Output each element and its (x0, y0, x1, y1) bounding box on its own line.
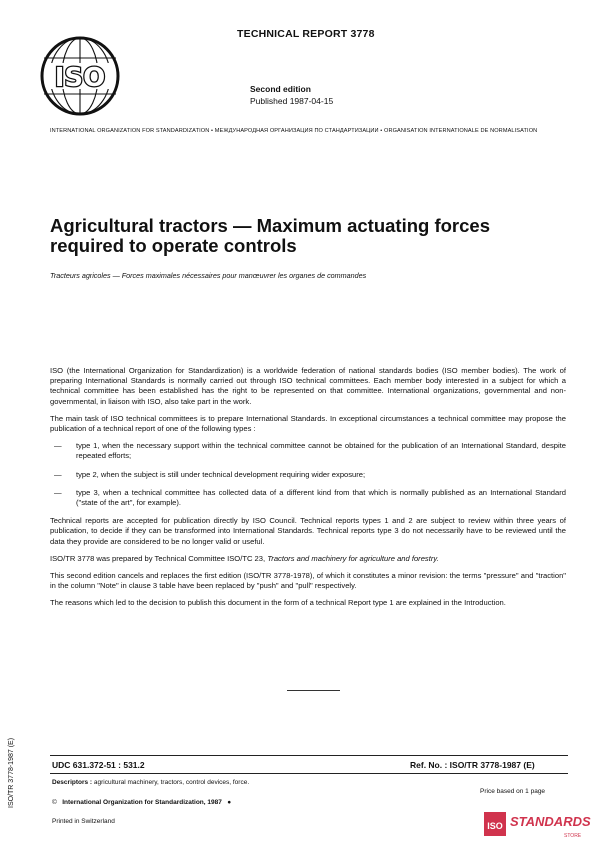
descriptors (52, 779, 249, 786)
paragraph-prepared-by (50, 554, 566, 564)
printed-in: Printed in Switzerland (52, 818, 115, 825)
dash-marker: — (54, 487, 62, 497)
copyright-text: International Organization for Standardization, 1987 (62, 799, 222, 806)
paragraph-main-task: The main task of ISO technical committees is to prepare International Standards. In exceptional circumstances a technical committee may propose the publication of a technical report of one of the following types : (50, 413, 566, 434)
udc-code: UDC 631.372-51 : 531.2 (52, 760, 145, 770)
price-info: Price based on 1 page (480, 788, 546, 795)
body-text (50, 366, 566, 616)
standards-store-watermark (484, 808, 594, 842)
reference-number: Ref. No. : ISO/TR 3778-1987 (E) (410, 760, 535, 770)
descriptors-label: Descriptors : (52, 779, 93, 786)
svg-text:ISO: ISO (54, 63, 106, 93)
paragraph-reasons: The reasons which led to the decision to publish this document in the form of a technical Report type 1 are explained in the Introduction. (50, 598, 506, 608)
dash-marker: — (54, 441, 62, 451)
paragraph-acceptance: Technical reports are accepted for publication directly by ISO Council. Technical reports types 1 and 2 are subject to review within three years of publication, to decide if they can be transformed into International Standards. Technical reports type 3 do not necessarily have to be reviewed until the data they provide are considered to be no longer valid or useful. (50, 516, 566, 546)
organization-line: INTERNATIONAL ORGANIZATION FOR STANDARDIZATION • МЕЖДУНАРОДНАЯ ОРГАНИЗАЦИЯ ПО СТАНДАРТИЗАЦИИ • ORGANISATION INTERNATIONALE DE NORMALISATION (50, 128, 538, 134)
side-document-code: ISO/TR 3778-1987 (E) (8, 737, 15, 808)
dash-marker: — (54, 469, 62, 479)
edition: Second edition (250, 84, 311, 94)
paragraph-iso-intro: ISO (the International Organization for Standardization) is a worldwide federation of national standards bodies (ISO member bodies). The work of preparing International Standards is normally carried out through ISO technical committees. Each member body interested in a subject for which a technical committee has been established has the right to be represented on that committee. International organizations, governmental and non-governmental, in liaison with ISO, also take part in the work. (50, 366, 566, 406)
published-date: Published 1987-04-15 (250, 96, 334, 106)
footer-rule (50, 755, 568, 756)
divider (287, 690, 340, 691)
prepared-by-text: ISO/TR 3778 was prepared by Technical Committee ISO/TC 23, (50, 553, 268, 563)
list-item-text: type 2, when the subject is still under technical development requiring wider exposure; (76, 469, 366, 479)
footer-rule (50, 773, 568, 774)
list-item-text: type 1, when the necessary support within the technical committee cannot be obtained for the publication of an International Standard, despite repeated efforts; (76, 441, 566, 461)
copyright-icon: © (52, 799, 57, 806)
watermark-text: STANDARDS (510, 814, 591, 829)
paragraph-edition: This second edition cancels and replaces the first edition (ISO/TR 3778-1978), of which it constitutes a minor revision: the terms "pressure" and "traction" in the column "Note" in clause 3 table have been replaced by "push" and "pull" respectively. (50, 571, 566, 591)
list-item (50, 470, 566, 480)
list-item-text: type 3, when a technical committee has collected data of a different kind from that which is normally published as an International Standard ("state of the art", for example). (76, 487, 566, 508)
report-title: TECHNICAL REPORT 3778 (237, 28, 375, 40)
french-subtitle: Tracteurs agricoles — Forces maximales nécessaires pour manœuvrer les organes de commandes (50, 271, 367, 280)
list-item (50, 441, 566, 461)
iso-logo (40, 36, 120, 116)
watermark-sub: STORE (564, 833, 582, 839)
document-title: Agricultural tractors — Maximum actuating forces required to operate controls (50, 215, 490, 256)
descriptors-text: agricultural machinery, tractors, control devices, force. (92, 779, 250, 786)
svg-text:ISO: ISO (487, 821, 503, 831)
bullet-icon: ● (227, 799, 232, 806)
copyright (52, 799, 231, 806)
committee-name: Tractors and machinery for agriculture and forestry. (267, 553, 439, 563)
list-item (50, 488, 566, 508)
